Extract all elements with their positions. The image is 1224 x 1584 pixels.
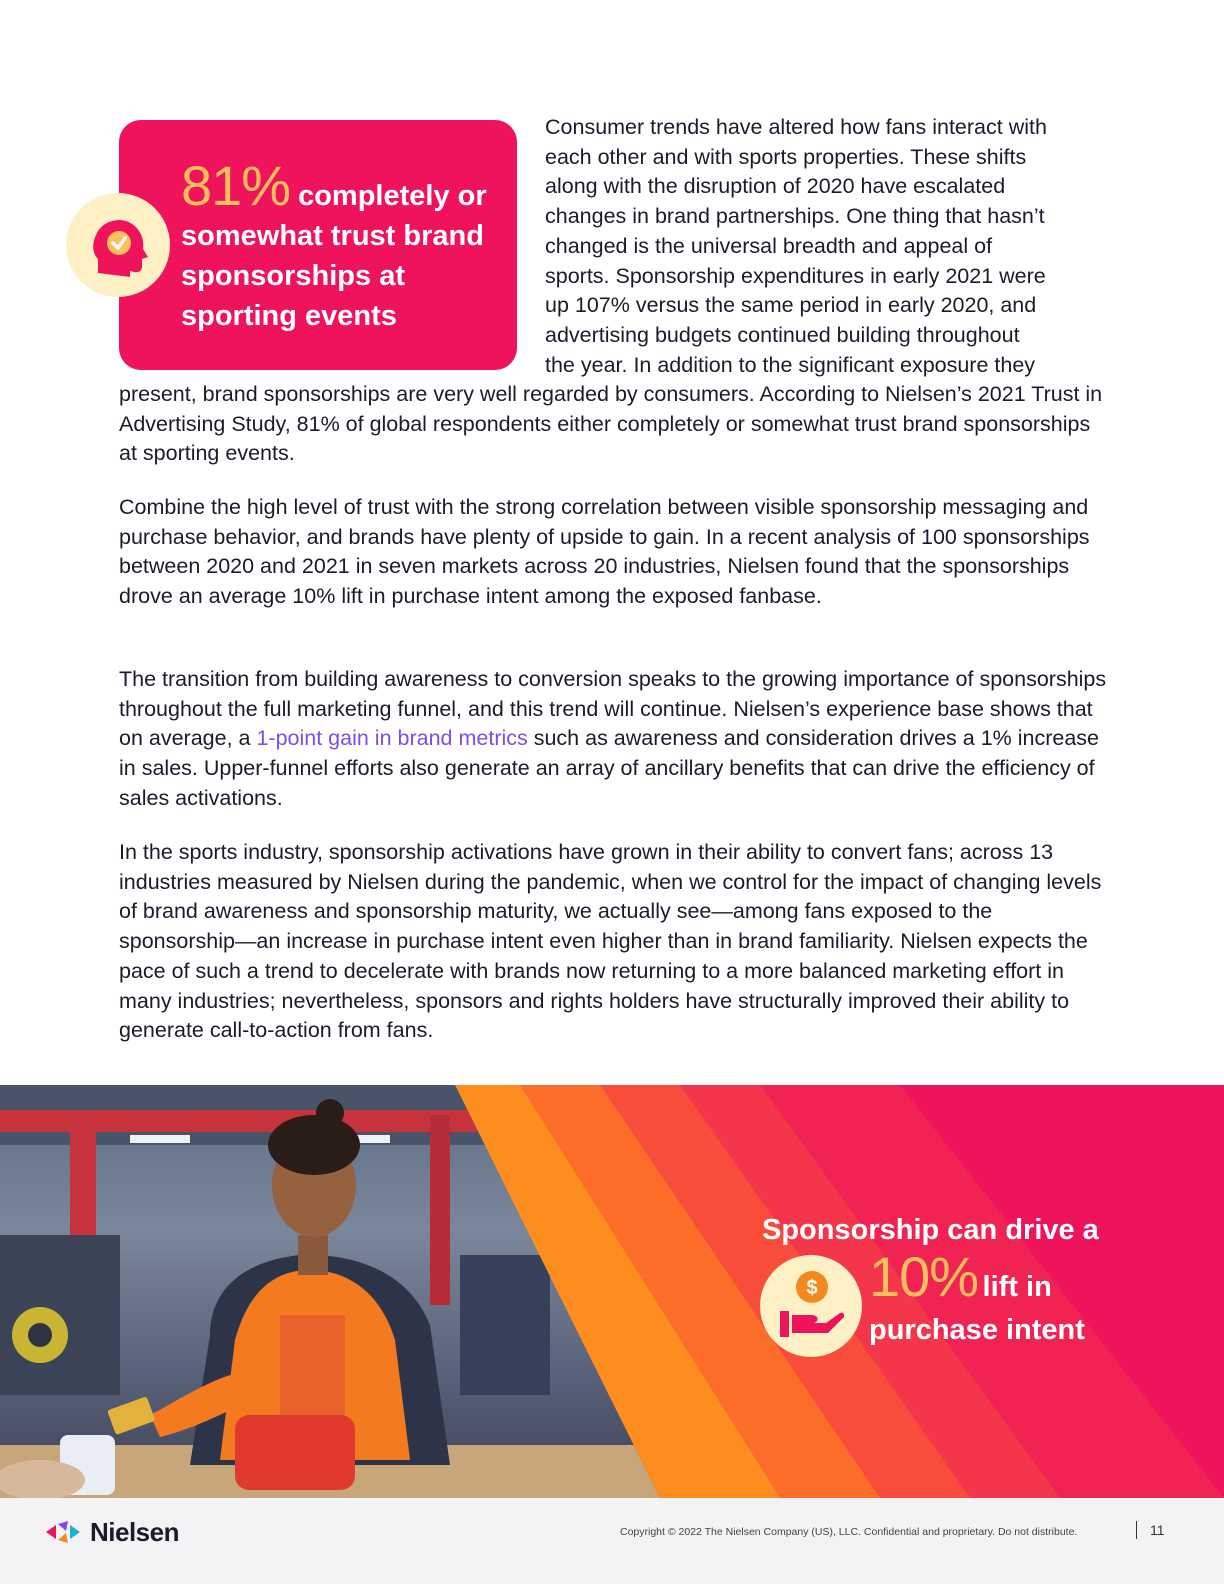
banner-stat: 10% [869, 1245, 979, 1308]
banner-heading: Sponsorship can drive a [762, 1214, 1099, 1246]
page-footer [0, 1498, 1224, 1584]
paragraph-3-before: The transition from building awareness to conversion speaks to the growing importance of sponsorships throughout the full marketing funnel, and this trend will continue. Nielsen’s experience base shows that on average, a [119, 667, 1107, 751]
paragraph-trust-correlation [119, 493, 1109, 612]
head-check-icon [66, 193, 170, 297]
trust-stat-callout [119, 120, 517, 370]
brand-metrics-link[interactable]: 1-point gain in brand metrics [256, 726, 528, 751]
paragraph-3-after: such as awareness and consideration drives a 1% increase in sales. Upper-funnel efforts also generate an array of ancillary benefits that can drive the efficiency of sales activations. [119, 726, 1100, 810]
callout-stat: 81% [181, 154, 291, 217]
callout-line1: completely [298, 180, 450, 212]
banner-stat-line2: purchase intent [869, 1314, 1085, 1346]
intro-paragraph-continued [119, 380, 1109, 469]
paragraph-2-text: Combine the high level of trust with the strong correlation between visible sponsorship messaging and purchase behavior, and brands have plenty of upside to gain. In a recent analysis of 100 sponsorships between 2020 and 2021 in seven markets across 20 industries, Nielsen found that the sponsorships drove an average 10% lift in purchase intent among the exposed fanbase. [119, 495, 1090, 609]
intro-continued-text: present, brand sponsorships are very well regarded by consumers. According to Nielsen’s 2021 Trust in Advertising Study, 81% of global respondents either completely or somewhat trust brand sponsorships at sporting events. [119, 382, 1103, 466]
banner-stat-row [869, 1246, 1052, 1308]
nielsen-logo: Nielsen [90, 1517, 179, 1547]
nielsen-logo-mark-icon [46, 1521, 86, 1543]
paragraph-funnel [119, 665, 1109, 814]
banner-stat-suffix: lift in [982, 1271, 1052, 1303]
hand-coin-icon [760, 1255, 862, 1357]
intro-line: Consumer trends have altered how fans interact with [545, 115, 1047, 139]
callout-text [181, 154, 501, 336]
intro-line: along with the disruption of 2020 have escalated [545, 174, 1006, 199]
intro-line: sports. Sponsorship expenditures in early 2021 were [545, 263, 1046, 288]
paragraph-3-text [119, 665, 1109, 814]
intro-line: changed is the universal breadth and appeal of [545, 233, 993, 258]
copyright-notice: Copyright © 2022 The Nielsen Company (US), LLC. Confidential and proprietary. Do not distribute. [620, 1526, 1078, 1538]
paragraph-sports-industry [119, 838, 1109, 1046]
intro-line: each other and with sports properties. These shifts [545, 144, 1027, 169]
intro-line: changes in brand partnerships. One thing that hasn’t [545, 204, 1045, 229]
intro-line: the year. In addition to the significant exposure they [545, 352, 1036, 377]
svg-text:$: $ [806, 1277, 818, 1299]
paragraph-4-text: In the sports industry, sponsorship activations have grown in their ability to convert fans; across 13 industries measured by Nielsen during the pandemic, when we control for the impact of changing levels of brand awareness and sponsorship maturity, we actually see—among fans exposed to the sponsorship—an increase in purchase intent even higher than in brand familiarity. Nielsen expects the pace of such a trend to decelerate with brands now returning to a more balanced marketing effort in many industries; nevertheless, sponsors and rights holders have structurally improved their ability to generate call-to-action from fans. [119, 840, 1102, 1043]
page-number: 11 [1136, 1521, 1165, 1539]
intro-paragraph-wrapped [545, 113, 1105, 380]
callout-rest: or somewhat trust brand sponsorships at sporting events [181, 180, 487, 332]
intro-line: advertising budgets continued building throughout [545, 322, 1020, 347]
intro-line: up 107% versus the same period in early 2020, and [545, 293, 1037, 318]
